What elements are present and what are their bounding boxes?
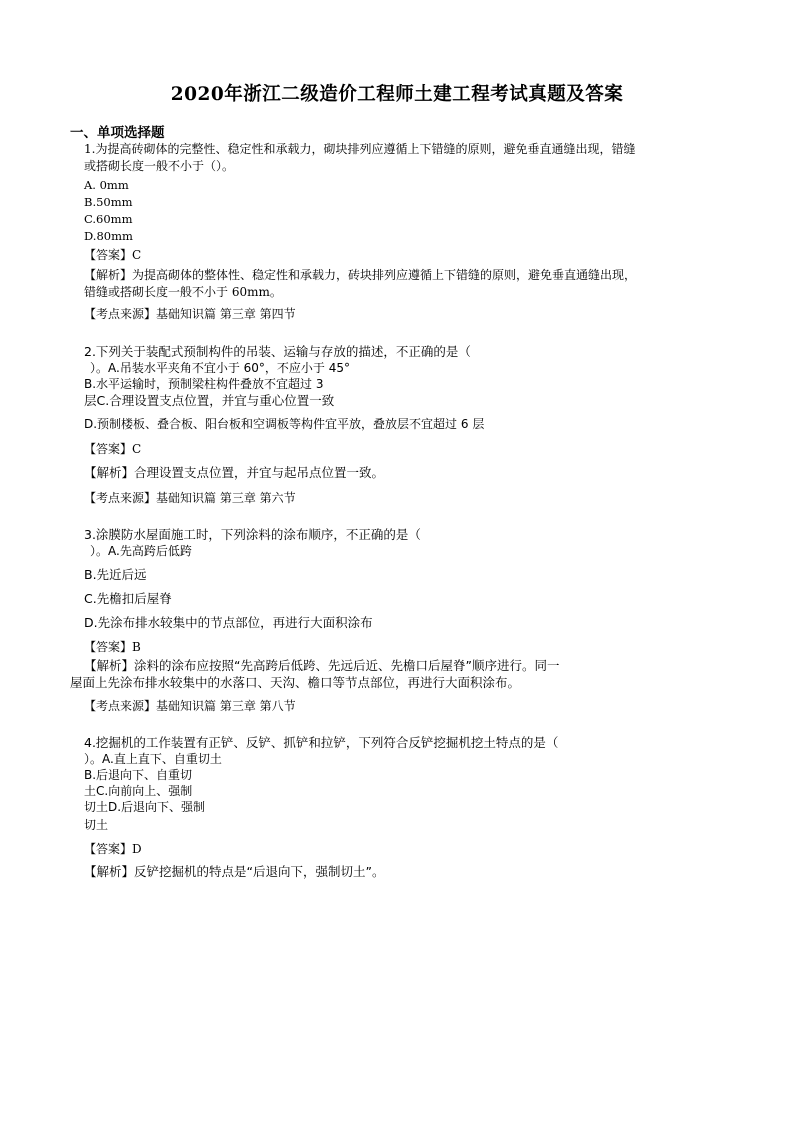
q1-option-d: D.80mm bbox=[84, 229, 133, 243]
q4-stem-line-3: B.后退向下、自重切 bbox=[84, 768, 193, 782]
section-heading: 一、单项选择题 bbox=[70, 125, 165, 141]
q2-answer: 【答案】C bbox=[84, 442, 142, 456]
q2-stem-line-2: ）。A.吊装水平夹角不宜小于 60°，不应小于 45° bbox=[90, 361, 350, 375]
q2-stem-line-3: B.水平运输时，预制梁柱构件叠放不宜超过 3 bbox=[84, 377, 324, 391]
q3-option-b: B.先近后远 bbox=[84, 567, 147, 582]
q2-stem-line-5: D.预制楼板、叠合板、阳台板和空调板等构件宜平放，叠放层不宜超过 6 层 bbox=[84, 417, 485, 431]
q3-source: 【考点来源】基础知识篇 第三章 第八节 bbox=[84, 699, 296, 713]
q4-stem-line-2: ）。A.直上直下、自重切土 bbox=[84, 752, 222, 766]
q4-stem-line-1: 4.挖掘机的工作装置有正铲、反铲、抓铲和拉铲，下列符合反铲挖掘机挖土特点的是（ bbox=[84, 735, 559, 750]
q3-analysis-line-1: 【解析】涂料的涂布应按照“先高跨后低跨、先远后近、先檐口后屋脊”顺序进行。同一 bbox=[84, 658, 560, 673]
q3-analysis-line-2: 屋面上先涂布排水较集中的水落口、天沟、檐口等节点部位，再进行大面积涂布。 bbox=[70, 675, 521, 690]
q1-option-a: A. 0mm bbox=[84, 178, 129, 192]
q3-stem-line-1: 3.涂膜防水屋面施工时，下列涂料的涂布顺序，不正确的是（ bbox=[84, 527, 421, 542]
q1-stem-line-2: 或搭砌长度一般不小于（）。 bbox=[84, 159, 235, 173]
q1-analysis-line-2: 错缝或搭砌长度一般不小于 60mm。 bbox=[84, 285, 282, 299]
q2-stem-line-1: 2.下列关于装配式预制构件的吊装、运输与存放的描述，不正确的是（ bbox=[84, 344, 471, 359]
q1-source: 【考点来源】基础知识篇 第三章 第四节 bbox=[84, 307, 296, 321]
document-title: 2020年浙江二级造价工程师土建工程考试真题及答案 bbox=[170, 84, 624, 105]
q4-stem-line-5: 切土D.后退向下、强制 bbox=[84, 800, 206, 814]
q1-analysis-line-1: 【解析】为提高砌体的整体性、稳定性和承载力，砖块排列应遵循上下错缝的原则，避免垂直通缝出现， bbox=[84, 268, 637, 282]
q4-stem-line-6: 切土 bbox=[84, 818, 109, 832]
q4-analysis: 【解析】反铲挖掘机的特点是“后退向下，强制切土”。 bbox=[84, 864, 385, 879]
q2-source: 【考点来源】基础知识篇 第三章 第六节 bbox=[84, 491, 296, 505]
q2-analysis: 【解析】合理设置支点位置，并宜与起吊点位置一致。 bbox=[84, 465, 385, 480]
q1-answer: 【答案】C bbox=[84, 248, 142, 262]
q1-option-c: C.60mm bbox=[84, 212, 133, 226]
q4-answer: 【答案】D bbox=[84, 842, 142, 856]
q1-option-b: B.50mm bbox=[84, 195, 133, 209]
q3-stem-line-2: ）。A.先高跨后低跨 bbox=[90, 544, 192, 558]
q4-stem-line-4: 土C.向前向上、强制 bbox=[84, 784, 193, 798]
q3-answer: 【答案】B bbox=[84, 640, 141, 654]
q1-stem-line-1: 1.为提高砖砌体的完整性、稳定性和承载力，砌块排列应遵循上下错缝的原则，避免垂直通缝出现，错缝 bbox=[84, 142, 636, 156]
q3-option-c: C.先檐扣后屋脊 bbox=[84, 591, 172, 606]
q2-stem-line-4: 层C.合理设置支点位置，并宜与重心位置一致 bbox=[84, 393, 335, 408]
q3-option-d: D.先涂布排水较集中的节点部位，再进行大面积涂布 bbox=[84, 615, 373, 630]
